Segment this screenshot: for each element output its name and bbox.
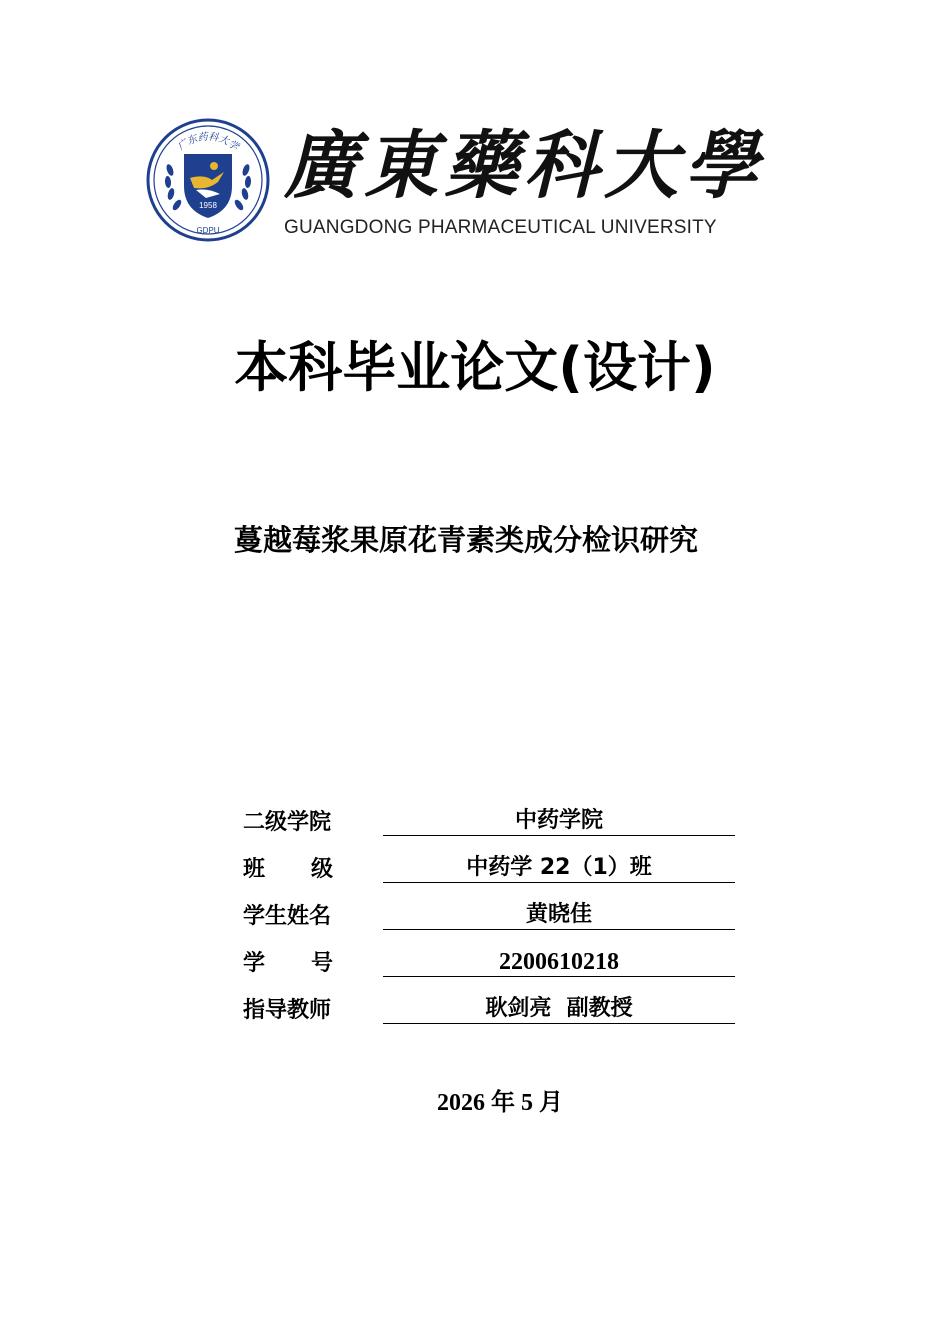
document-title: 本科毕业论文(设计) [234, 336, 716, 399]
info-row-class [243, 849, 735, 896]
info-label: 二级学院 [243, 810, 332, 835]
university-logo [146, 118, 764, 244]
info-value: 中药学 22（1）班 [466, 855, 652, 880]
underline [383, 976, 735, 977]
info-value: 黄晓佳 [525, 902, 592, 927]
university-name-en: GUANGDONG PHARMACEUTICAL UNIVERSITY [284, 217, 717, 238]
thesis-title: 蔓越莓浆果原花青素类成分检识研究 [233, 523, 698, 557]
info-value: 2200610218 [499, 949, 619, 975]
underline [383, 835, 735, 836]
info-label: 班 级 [243, 857, 333, 882]
info-row-advisor [243, 990, 735, 1037]
university-wordmark [284, 118, 764, 244]
info-row-student-name [243, 896, 735, 943]
info-row-student-id [243, 943, 735, 990]
info-row-college [243, 802, 735, 849]
student-info-table [243, 802, 735, 1037]
info-value: 耿剑亮 副教授 [485, 996, 633, 1021]
info-label: 学 号 [243, 951, 333, 976]
seal-ring-text: 广东药科大学 [175, 131, 241, 153]
seal-year: 1958 [199, 201, 217, 210]
underline [383, 929, 735, 930]
info-value: 中药学院 [514, 808, 603, 833]
underline [383, 882, 735, 883]
university-seal-icon [146, 118, 270, 242]
seal-abbr: GDPU [196, 226, 220, 235]
info-label: 学生姓名 [243, 904, 332, 929]
university-name-cn: 廣東藥科大學 [284, 123, 764, 209]
info-label: 指导教师 [243, 998, 332, 1023]
submission-date: 2026 年 5 月 [437, 1090, 563, 1116]
underline [383, 1023, 735, 1024]
